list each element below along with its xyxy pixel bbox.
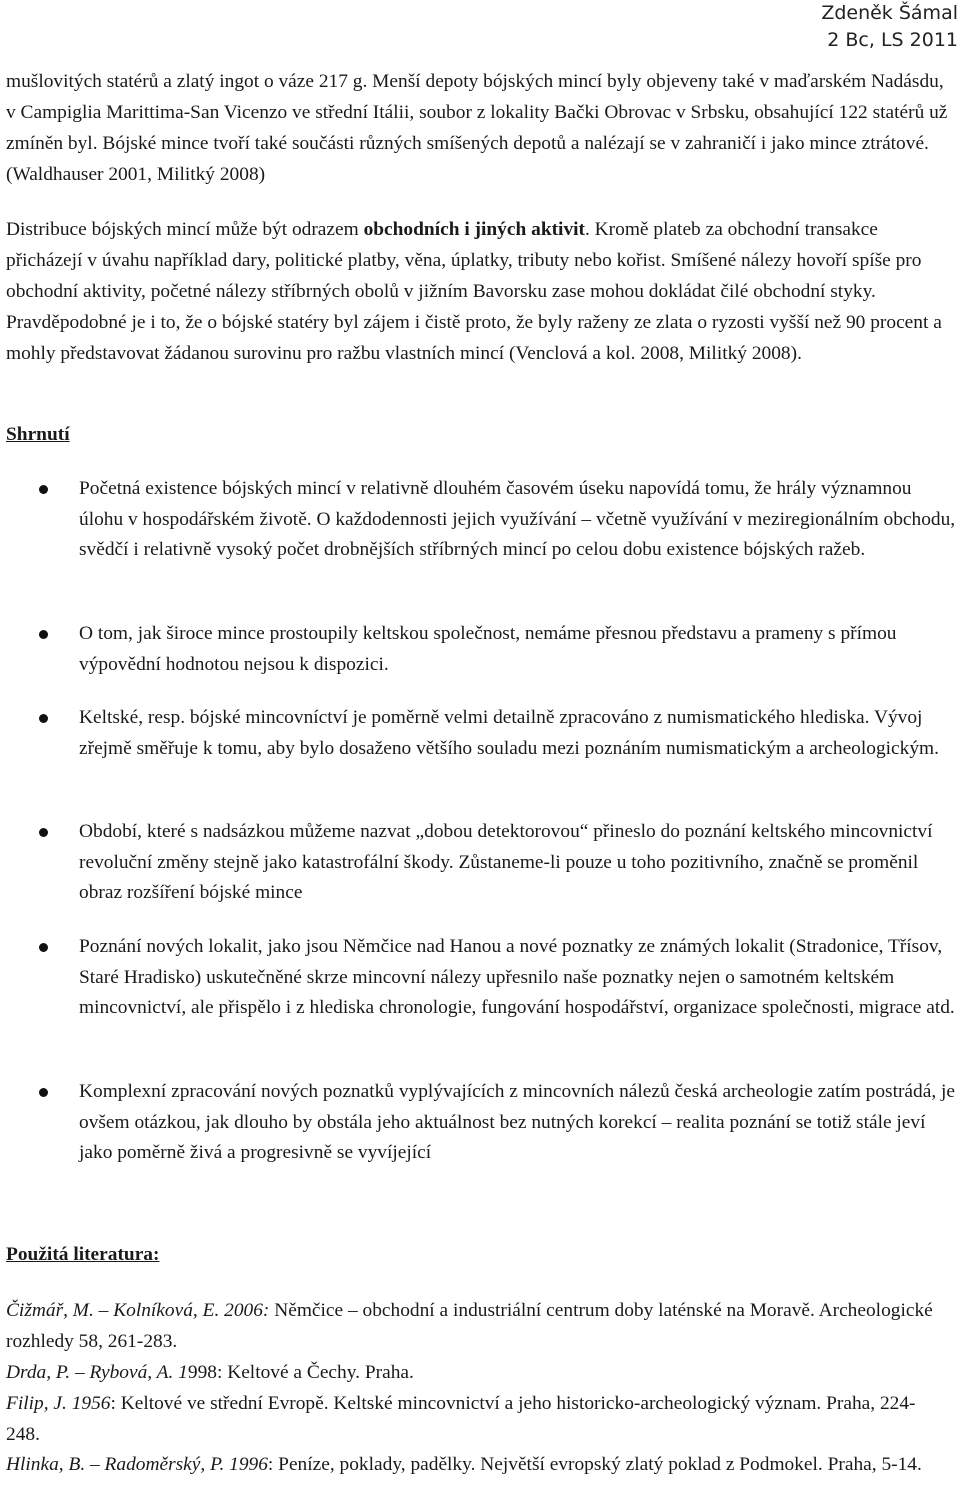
reference-item — [6, 1357, 940, 1388]
reference-text: : Keltové ve střední Evropě. Keltské mincovnictví a jeho historicko-archeologický význam. Praha, 224-248. — [6, 1393, 916, 1445]
bullet-icon — [39, 1088, 48, 1097]
summary-heading: Shrnutí — [6, 424, 70, 445]
reference-item — [6, 1388, 940, 1450]
bullet-icon — [39, 714, 48, 723]
reference-authors: Drda, P. – Rybová, A. 1 — [6, 1362, 188, 1383]
reference-text: : Peníze, poklady, padělky. Největší evropský zlatý poklad z Podmokel. Praha, 5-14. — [267, 1454, 922, 1475]
list-item-text: Období, které s nadsázkou můžeme nazvat „dobou detektorovou“ přineslo do poznání keltského mincovnictví revoluční změny stejně jako katastrofální škody. Zůstaneme-li pouze u toho pozitivního, značně se proměnil obraz rozšíření bójské mince — [79, 821, 933, 903]
list-item-text: Keltské, resp. bójské mincovníctví je poměrně velmi detailně zpracováno z numismatického hlediska. Vývoj zřejmě směřuje k tomu, aby bylo dosaženo většího souladu mezi poznáním numismatickým a archeologickým. — [79, 707, 939, 759]
reference-item — [6, 1295, 940, 1357]
bullet-icon — [39, 485, 48, 494]
list-item-text: Komplexní zpracování nových poznatků vyplývajících z mincovních nálezů česká archeologie zatím postrádá, je ovšem otázkou, jak dlouho by obstála jeho aktuálnost bez nutných korekcí – realita poznání se totiž stále jeví jako poměrně živá a progresivně se vyvíjející — [79, 1081, 956, 1163]
paragraph-distribution — [6, 214, 956, 369]
paragraph-distribution-post: . Kromě plateb za obchodní transakce přicházejí v úvahu například dary, politické platby, věna, úplatky, tributy nebo kořist. Smíšené nálezy hovoří spíše pro obchodní aktivity, početné nálezy stříbrných obolů v jižním Bavorsku zase mohou dokládat čilé obchodní styky. Pravděpodobné je i to, že o bójské statéry byl zájem i čistě proto, že byly raženy ze zlata o ryzosti vyšší než 90 procent a mohly představovat žádanou surovinu pro ražbu vlastních mincí (Venclová a kol. 2008, Militký 2008). — [6, 219, 942, 364]
bullet-icon — [39, 943, 48, 952]
course-label: 2 Bc, LS 2011 — [827, 29, 958, 51]
list-item-text: Poznání nových lokalit, jako jsou Němčice nad Hanou a nové poznatky ze známých lokalit (Stradonice, Třísov, Staré Hradisko) uskutečněné skrze mincovní nálezy upřesnilo naše poznatky nejen o samotném keltském mincovnictví, ale přispělo i z hlediska chronologie, fungování hospodářství, organizace společnosti, migrace atd. — [79, 936, 955, 1018]
list-item-text: O tom, jak široce mince prostoupily keltskou společnost, nemáme přesnou představu a prameny s přímou výpovědní hodnotou nejsou k dispozici. — [79, 623, 897, 675]
paragraph-distribution-bold: obchodních i jiných aktivit — [363, 219, 585, 240]
page-header — [821, 0, 958, 54]
reference-authors: Čižmář, M. – Kolníková, E. 2006: — [6, 1300, 270, 1321]
reference-authors: Hlinka, B. – Radoměrský, P. 1996 — [6, 1454, 268, 1475]
author-name: Zdeněk Šámal — [821, 2, 958, 24]
paragraph-distribution-pre: Distribuce bójských mincí může být odrazem — [6, 219, 364, 240]
reference-item — [6, 1449, 940, 1480]
reference-text: 998: Keltové a Čechy. Praha. — [187, 1362, 414, 1383]
bullet-icon — [39, 630, 48, 639]
reference-text: Němčice – obchodní a industriální centrum doby laténské na Moravě. Archeologické rozhledy 58, 261-283. — [6, 1300, 933, 1352]
bullet-icon — [39, 828, 48, 837]
list-item-text: Početná existence bójských mincí v relativně dlouhém časovém úseku napovídá tomu, že hrály významnou úlohu v hospodářském životě. O každodennosti jejich využívání – včetně využívání v meziregionálním obchodu, svědčí i relativně vysoký počet drobnějších stříbrných mincí po celou dobu existence bójských ražeb. — [79, 478, 956, 560]
paragraph-deposits: mušlovitých statérů a zlatý ingot o váze 217 g. Menší depoty bójských mincí byly objeveny také v maďarském Nadásdu, v Campiglia Marittima-San Vicenzo ve střední Itálii, soubor z lokality Bački Obrovac v Srbsku, obsahující 122 statérů už zmíněn byl. Bójské mince tvoří také součásti různých smíšených depotů a nalézají se v zahraničí i jako mince ztrátové. (Waldhauser 2001, Militký 2008) — [6, 71, 948, 185]
literature-heading: Použitá literatura: — [6, 1244, 160, 1265]
reference-authors: Filip, J. 1956 — [6, 1393, 111, 1414]
